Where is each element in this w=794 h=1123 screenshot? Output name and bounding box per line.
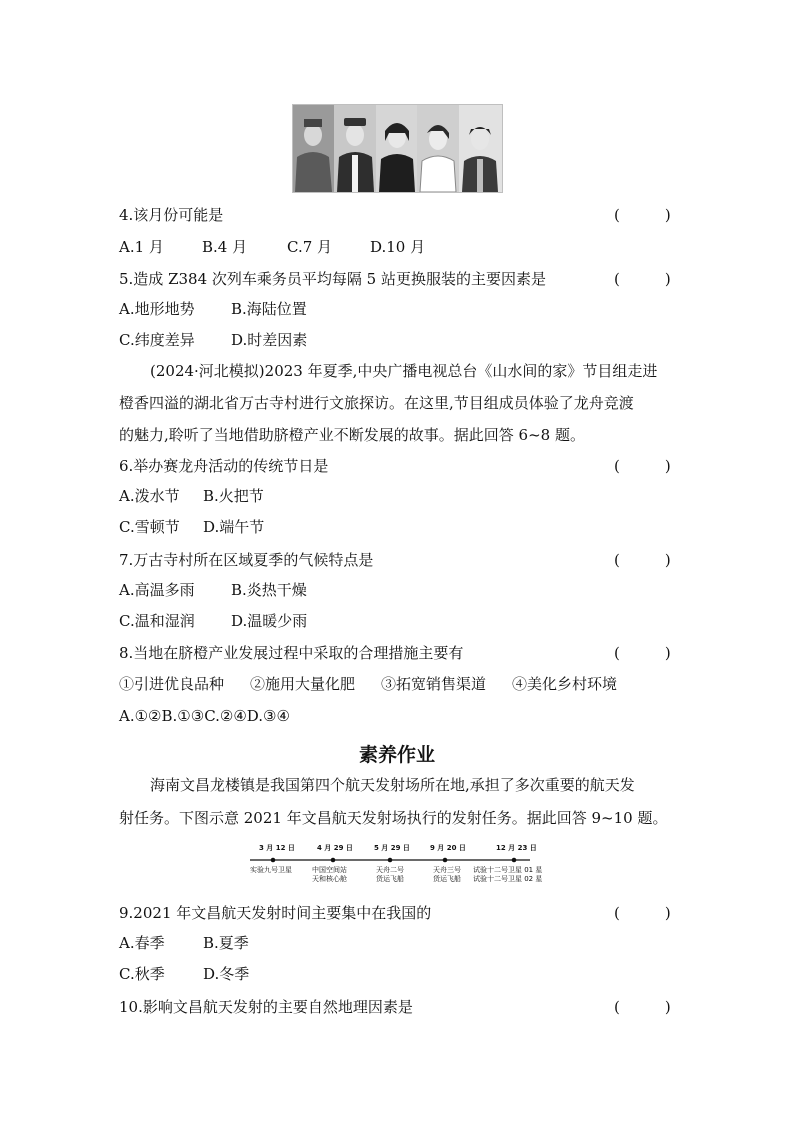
timeline-mission: 实验九号卫星 <box>250 866 292 874</box>
q10-answer-paren: ( ) <box>614 998 671 1016</box>
q8-measure-2: ②施用大量化肥 <box>250 675 356 693</box>
q7-options-row1 <box>119 580 307 600</box>
timeline-mission: 中国空间站 天和核心舱 <box>312 866 347 883</box>
q9-stem: 9.2021 年文昌航天发射时间主要集中在我国的 <box>119 904 432 922</box>
timeline-date: 12 月 23 日 <box>496 844 537 852</box>
timeline-mission: 试验十二号卫星 01 星 试验十二号卫星 02 星 <box>473 866 543 883</box>
q6-option-a: A.泼水节 <box>119 487 180 505</box>
q8-measures <box>119 674 617 694</box>
q5-option-b: B.海陆位置 <box>231 300 307 318</box>
q9-options-row1 <box>119 933 249 953</box>
passage2-line1: 海南文昌龙楼镇是我国第四个航天发射场所在地,承担了多次重要的航天发 <box>150 776 635 794</box>
timeline-dot <box>443 858 448 863</box>
q5-option-a: A.地形地势 <box>119 300 195 318</box>
q8-option-a: A.①② <box>119 707 162 725</box>
q5-stem: 5.造成 Z384 次列车乘务员平均每隔 5 站更换服装的主要因素是 <box>119 270 546 288</box>
q7-answer-paren: ( ) <box>614 551 671 569</box>
section-title: 素养作业 <box>358 744 435 766</box>
q9-option-c: C.秋季 <box>119 965 165 983</box>
q8-option-d: D.③④ <box>246 707 290 725</box>
q8-option-b: B.①③ <box>161 707 205 725</box>
q9-options-row2 <box>119 964 249 984</box>
q7-option-c: C.温和湿润 <box>119 612 195 630</box>
q7-option-d: D.温暖少雨 <box>231 612 308 630</box>
q6-options-row2 <box>119 517 264 537</box>
q8-measure-1: ①引进优良品种 <box>119 675 225 693</box>
q9-option-d: D.冬季 <box>203 965 250 983</box>
timeline-dot <box>388 858 393 863</box>
q9-answer-paren: ( ) <box>614 904 671 922</box>
q6-options-row1 <box>119 486 264 506</box>
q7-option-b: B.炎热干燥 <box>231 581 307 599</box>
timeline-date: 5 月 29 日 <box>374 844 410 852</box>
q8-option-c: C.②④ <box>204 707 247 725</box>
q5-answer-paren: ( ) <box>614 270 671 288</box>
timeline-dot <box>512 858 517 863</box>
passage1-line3: 的魅力,聆听了当地借助脐橙产业不断发展的故事。据此回答 6~8 题。 <box>119 426 585 444</box>
q6-option-b: B.火把节 <box>203 487 264 505</box>
q7-option-a: A.高温多雨 <box>119 581 195 599</box>
q6-answer-paren: ( ) <box>614 457 671 475</box>
passage2-line2: 射任务。下图示意 2021 年文昌航天发射场执行的发射任务。据此回答 9~10 题。 <box>119 809 668 827</box>
timeline-dot <box>331 858 336 863</box>
q8-measure-4: ④美化乡村环境 <box>512 675 618 693</box>
q4-stem: 4.该月份可能是 <box>119 206 224 224</box>
q4-option-c: C.7 月 <box>287 238 333 256</box>
timeline-mission: 天舟二号 货运飞船 <box>376 866 404 883</box>
q4-answer-paren: ( ) <box>614 206 671 224</box>
q10-stem: 10.影响文昌航天发射的主要自然地理因素是 <box>119 998 413 1016</box>
q4-option-d: D.10 月 <box>370 238 426 256</box>
q6-option-c: C.雪顿节 <box>119 518 180 536</box>
q4-options <box>119 237 425 257</box>
q9-option-a: A.春季 <box>119 934 165 952</box>
q7-stem: 7.万古寺村所在区域夏季的气候特点是 <box>119 551 374 569</box>
q4-option-b: B.4 月 <box>202 238 248 256</box>
timeline-mission: 天舟三号 货运飞船 <box>433 866 461 883</box>
q5-option-c: C.纬度差异 <box>119 331 195 349</box>
q5-option-d: D.时差因素 <box>231 331 308 349</box>
q7-options-row2 <box>119 611 307 631</box>
q8-measure-3: ③拓宽销售渠道 <box>381 675 487 693</box>
passage1-line2: 橙香四溢的湖北省万古寺村进行文旅探访。在这里,节目组成员体验了龙舟竞渡 <box>119 394 634 412</box>
passage1-line1: (2024·河北模拟)2023 年夏季,中央广播电视总台《山水间的家》节目组走进 <box>150 362 658 380</box>
q9-option-b: B.夏季 <box>203 934 249 952</box>
q8-answer-paren: ( ) <box>614 644 671 662</box>
q5-options-row2 <box>119 330 307 350</box>
crew-uniforms-photo <box>292 104 503 193</box>
timeline-dot <box>271 858 276 863</box>
crew-uniforms-illustration <box>293 105 502 192</box>
timeline-date: 3 月 12 日 <box>259 844 295 852</box>
q6-option-d: D.端午节 <box>203 518 265 536</box>
q8-stem: 8.当地在脐橙产业发展过程中采取的合理措施主要有 <box>119 644 464 662</box>
q8-options <box>119 706 290 726</box>
q4-option-a: A.1 月 <box>119 238 164 256</box>
q5-options-row1 <box>119 299 307 319</box>
timeline-date: 4 月 29 日 <box>317 844 353 852</box>
q6-stem: 6.举办赛龙舟活动的传统节日是 <box>119 457 329 475</box>
timeline-date: 9 月 20 日 <box>430 844 466 852</box>
launch-timeline <box>250 843 542 889</box>
